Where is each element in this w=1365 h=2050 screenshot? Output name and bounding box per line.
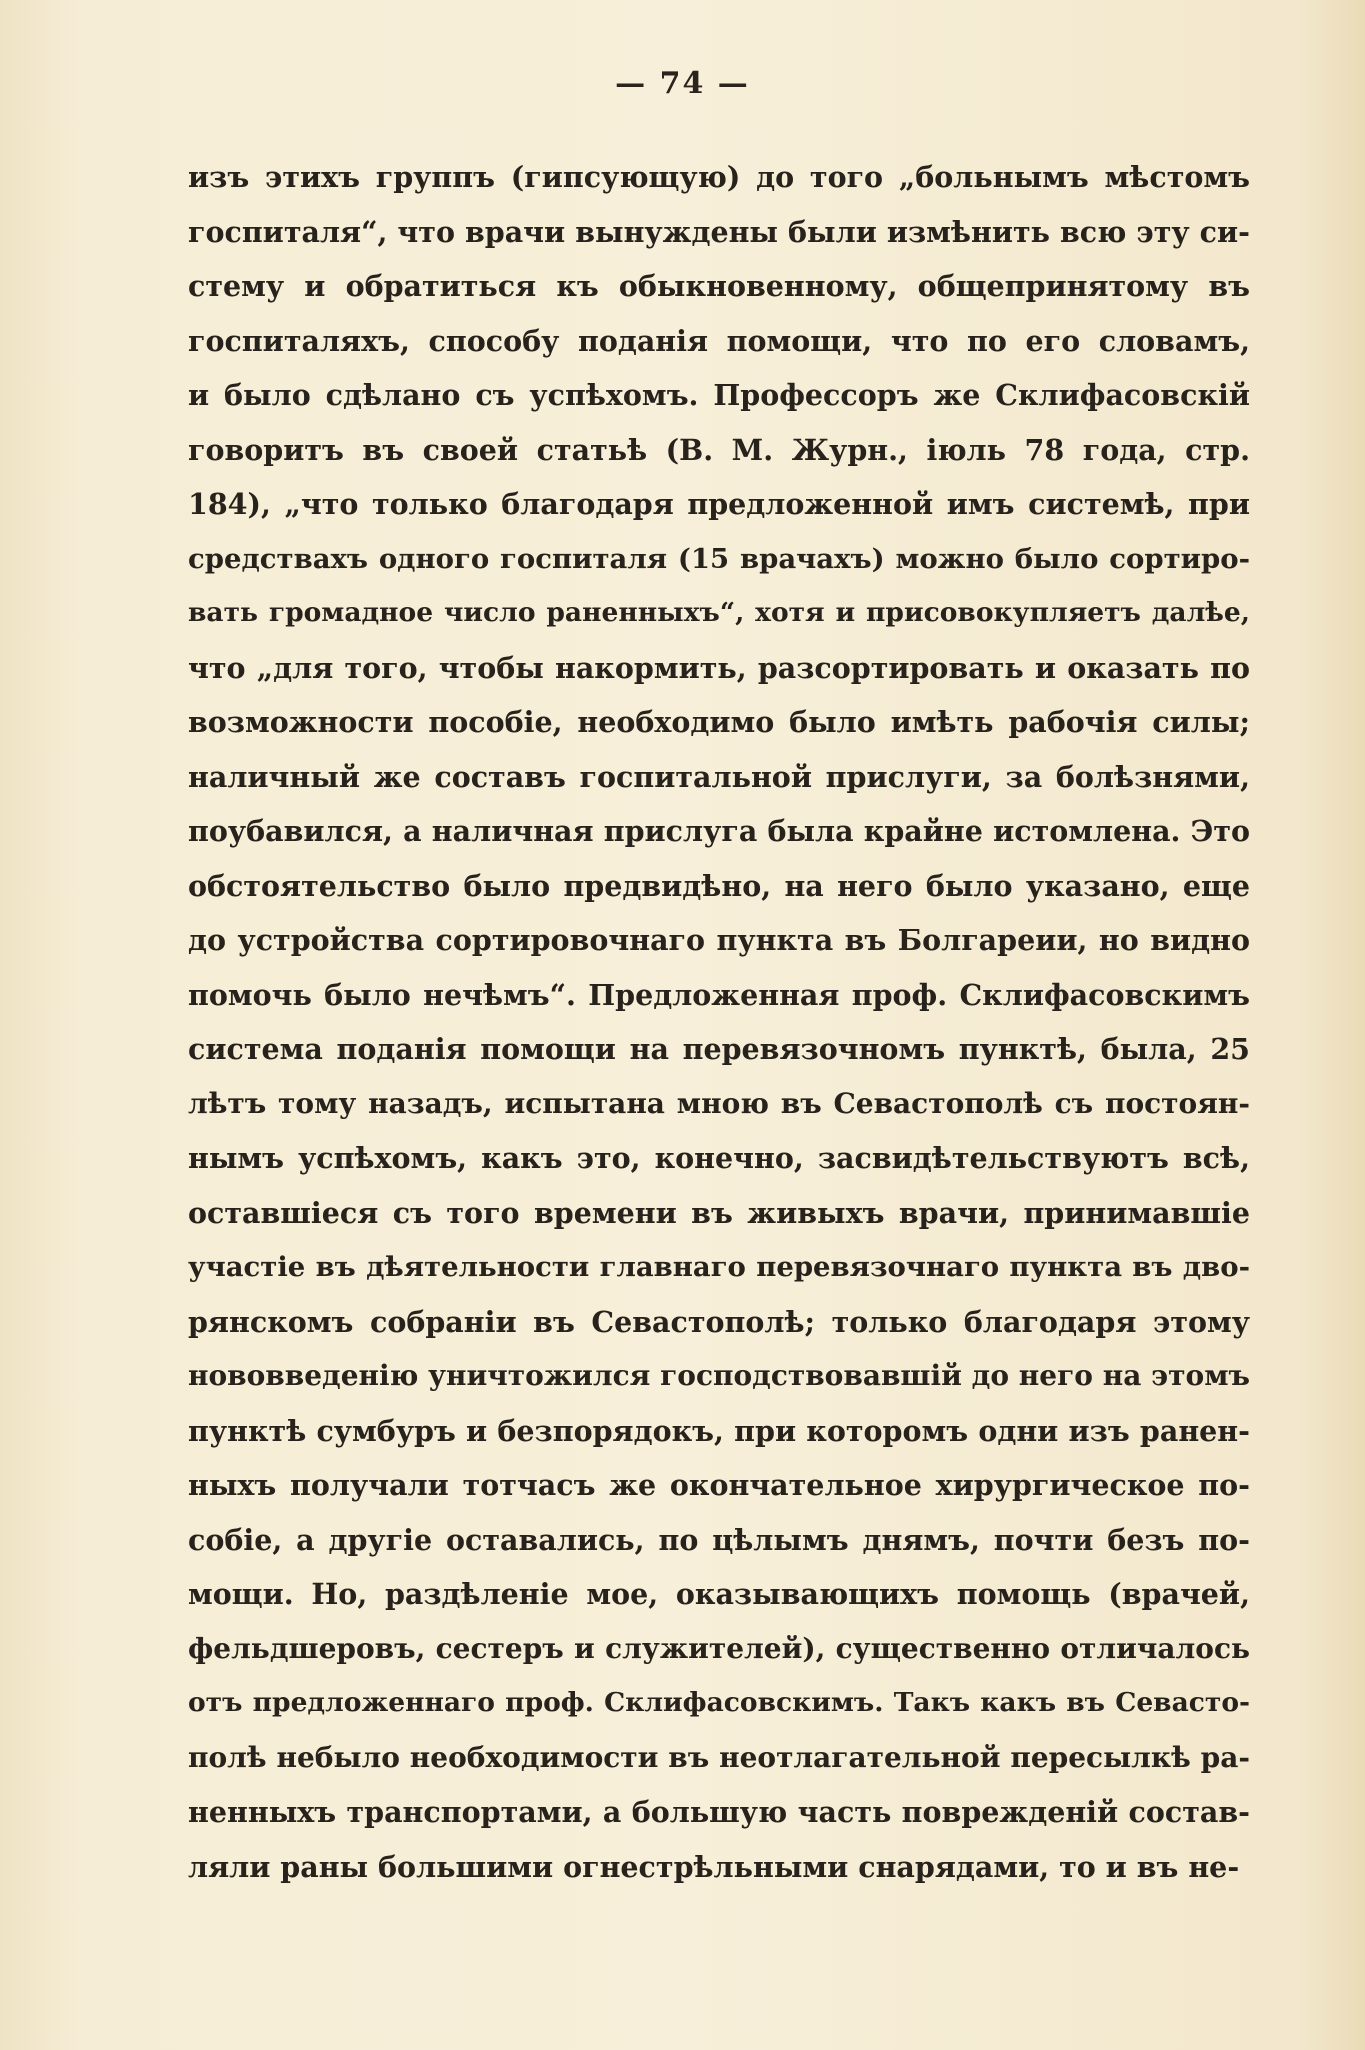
text-line: оставшіеся съ того времени въ живыхъ врачи, принимавшіе (188, 1195, 1250, 1230)
text-line: нововведенію уничтожился господствовавшій до него на этомъ (188, 1359, 1250, 1392)
text-line: изъ этихъ группъ (гипсующую) до того „больнымъ мѣстомъ (188, 160, 1250, 194)
text-line: фельдшеровъ, сестеръ и служителей), существенно отличалось (188, 1631, 1250, 1665)
text-line: рянскомъ собраніи въ Севастополѣ; только благодаря этому (188, 1304, 1250, 1339)
text-line: обстоятельство было предвидѣно, на него было указано, еще (188, 868, 1250, 903)
text-line: пунктѣ сумбуръ и безпорядокъ, при которомъ одни изъ ранен- (188, 1413, 1250, 1448)
text-line: система поданія помощи на перевязочномъ пунктѣ, была, 25 (188, 1032, 1250, 1066)
text-line: средствахъ одного госпиталя (15 врачахъ) можно было сортиро- (188, 542, 1250, 575)
text-line: нымъ успѣхомъ, какъ это, конечно, засвидѣтельствуютъ всѣ, (188, 1141, 1250, 1175)
text-line: поубавился, а наличная прислуга была крайне истомлена. Это (188, 814, 1250, 848)
text-line: участіе въ дѣятельности главнаго перевязочнаго пункта въ дво- (188, 1251, 1250, 1283)
text-line: наличный же составъ госпитальной прислуги, за болѣзнями, (188, 759, 1250, 794)
text-line: возможности пособіе, необходимо было имѣть рабочія силы; (188, 705, 1250, 739)
text-line: стему и обратиться къ обыкновенному, общепринятому въ (188, 269, 1250, 303)
text-line: госпиталяхъ, способу поданія помощи, что по его словамъ, (188, 323, 1250, 358)
text-line: до устройства сортировочнаго пункта въ Болгареии, но видно (188, 923, 1250, 957)
text-line: говоритъ въ своей статьѣ (В. М. Журн., іюль 78 года, стр. (188, 432, 1250, 467)
text-line: ныхъ получали тотчасъ же окончательное хирургическое по- (188, 1468, 1250, 1502)
text-line: ляли раны большими огнестрѣльными снарядами, то и въ не- (188, 1849, 1240, 1884)
text-line: вать громадное число раненныхъ“, хотя и присовокупляетъ далѣе, (188, 597, 1250, 628)
text-line: госпиталя“, что врачи вынуждены были измѣнить всю эту си- (188, 214, 1250, 249)
text-line: отъ предложеннаго проф. Склифасовскимъ. Такъ какъ въ Севасто- (188, 1687, 1250, 1718)
text-line: собіе, а другіе оставались, по цѣлымъ днямъ, почти безъ по- (188, 1522, 1250, 1557)
text-line: 184), „что только благодаря предложенной имъ системѣ, при (188, 487, 1250, 521)
body-text (188, 150, 1250, 1894)
text-line: полѣ небыло необходимости въ неотлагательной пересылкѣ ра- (188, 1740, 1250, 1774)
text-line: мощи. Но, раздѣленіе мое, оказывающихъ помощь (врачей, (188, 1577, 1250, 1611)
text-line: лѣтъ тому назадъ, испытана мною въ Севастополѣ съ постоян- (188, 1086, 1250, 1120)
text-line: ненныхъ транспортами, а большую часть поврежденій состав- (188, 1795, 1250, 1829)
text-line: и было сдѣлано съ успѣхомъ. Профессоръ же Склифасовскій (188, 378, 1250, 412)
page-number: — 74 — (615, 66, 750, 101)
text-line: помочь было нечѣмъ“. Предложенная проф. Склифасовскимъ (188, 977, 1250, 1012)
text-line: что „для того, чтобы накормить, разсортировать и оказать по (188, 650, 1250, 685)
